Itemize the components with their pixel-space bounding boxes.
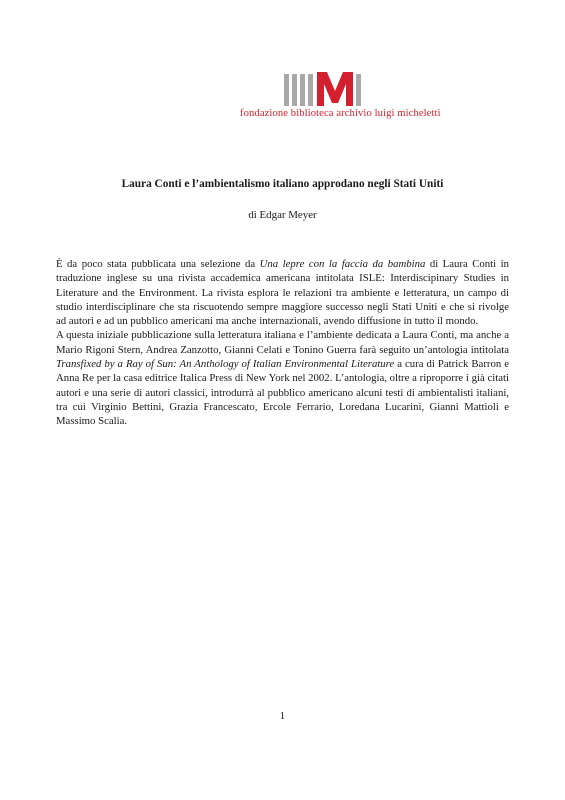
text-run: di Laura Conti in traduzione inglese su una rivista accademica americana intitolata ISLE: Interdiscipinary Studies in Literature and the Environment. La rivista esplora le relazioni tra ambiente e letteratura, un campo di studio interdisciplinare che sta riscuotendo sempre maggiore successo negli Stati Uniti e che si rivolge ad autori e ad un pubblico americani ma anche internazionali, avendo diffusione in tutto il mondo. — [56, 258, 509, 328]
logo-mark-icon — [284, 72, 362, 106]
document-title: Laura Conti e l’ambientalismo italiano approdano negli Stati Uniti — [121, 178, 444, 190]
author-byline: di Edgar Meyer — [248, 209, 317, 221]
text-run: a cura di Patrick Barron e Anna Re per la casa editrice Italica Press di New York nel 2002. L’antologia, oltre a riproporre i già citati autori e una serie di autori classici, introdurrà al pubblico americano alcuni testi di ambientalisti italiani, tra cui Virginio Bettini, Grazia Francescato, Ercole Ferrario, Loredana Lucarini, Gianni Mattioli e Massimo Scalia. — [56, 358, 510, 428]
anthology-title: Transfixed by a Ray of Sun: An Anthology of Italian Environmental Literature — [56, 358, 395, 371]
page-number: 1 — [279, 710, 286, 722]
foundation-logo — [240, 72, 440, 124]
text-run: A questa iniziale pubblicazione sulla letteratura italiana e l’ambiente dedicata a Laura Conti, ma anche a Mario Rigoni Stern, Andrea Zanzotto, Gianni Celati e Tonino Guerra farà seguito un’antologia intitolata — [56, 329, 509, 356]
book-title: Una lepre con la faccia da bambina — [259, 258, 426, 270]
paragraph — [56, 328, 509, 428]
text-run: È da poco stata pubblicata una selezione da — [56, 258, 260, 270]
article-body — [56, 257, 509, 429]
logo-text: fondazione biblioteca archivio luigi micheletti — [240, 108, 441, 119]
paragraph — [56, 257, 509, 328]
